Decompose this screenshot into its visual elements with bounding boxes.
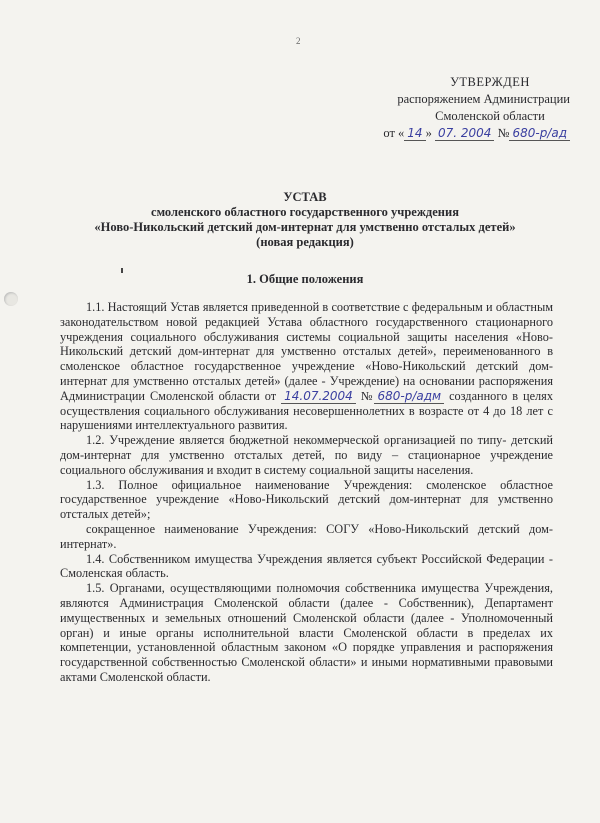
header-line3: «Ново-Никольский детский дом-интернат для умственно отсталых детей» (94, 220, 516, 234)
paragraph-1-3-short-name: сокращенное наименование Учреждения: СОГУ «Ново-Никольский детский дом-интернат». (60, 521, 553, 551)
paragraph-1-1 (60, 300, 553, 433)
p1-handwritten-date: 14.07.2004 (281, 389, 356, 404)
approval-stamp (330, 74, 570, 142)
p1-text-a: 1.1. Настоящий Устав является приведенной в соответствие с федеральным и областным законодательством новой редакцией Устава областного государственного стационарного учреждения социального обслуживания системы социальной защиты населения «Ново-Никольский детский дом-интернат для умственно отсталых детей», переименованного в смоленское областное государственное учреждение «Ново-Никольский детский дом-интернат для умственно отсталых детей» (далее - Учреждение) на основании распоряжения Администрации Смоленской области от (60, 300, 553, 403)
punch-hole (4, 292, 18, 306)
number-prefix: № (497, 126, 510, 140)
paragraph-1-4: 1.4. Собственником имущества Учреждения является субъект Российской Федерации - Смоленская область. (60, 551, 553, 581)
p1-handwritten-number: 680-р/адм (374, 389, 444, 404)
p1-text-c: созданного в целях осуществления социального обслуживания несовершеннолетних в возрасте от 4 до 18 лет с нарушениями интеллектуального развития. (60, 388, 553, 433)
p1-text-b: № (355, 388, 375, 403)
date-day: 14 (404, 126, 425, 141)
date-prefix: от « (383, 126, 405, 140)
document-header (60, 190, 550, 250)
date-rest: 07. 2004 (435, 126, 494, 141)
approval-title: УТВЕРЖДЕН (450, 75, 530, 89)
date-mid: » (425, 126, 432, 140)
section-title: 1. Общие положения (246, 272, 364, 286)
page-number: 2 (296, 36, 301, 46)
paragraph-1-5: 1.5. Органами, осуществляющими полномочия собственника имущества Учреждения, являются Администрация Смоленской области (далее - Собственник), Департамент имущественных и земельных отношений Смоленской области (далее - Уполномоченный орган) и иные органы исполнительной власти Смоленской области в пределах их компетенции, установленной областным законом «О порядке управления и распоряжения государственной собственностью Смоленской области» и иными нормативными правовыми актами Смоленской области. (60, 581, 553, 684)
approval-date-line (330, 125, 570, 142)
document-body (60, 300, 553, 685)
paragraph-1-2: 1.2. Учреждение является бюджетной некоммерческой организацией по типу- детский дом-интернат для умственно отсталых детей, по виду – стационарное учреждение социального обслуживания и входит в систему социальной защиты населения. (60, 433, 553, 477)
header-line4: (новая редакция) (256, 235, 354, 249)
approval-line1: распоряжением Администрации (397, 92, 570, 106)
approval-line2: Смоленской области (435, 109, 545, 123)
header-title: УСТАВ (283, 190, 327, 204)
paragraph-1-3: 1.3. Полное официальное наименование Учреждения: смоленское областное государственное учреждение «Ново-Никольский детский дом-интернат для умственно отсталых детей»; (60, 477, 553, 522)
header-line2: смоленского областного государственного учреждения (151, 205, 459, 219)
order-number: 680-р/ад (509, 126, 570, 141)
